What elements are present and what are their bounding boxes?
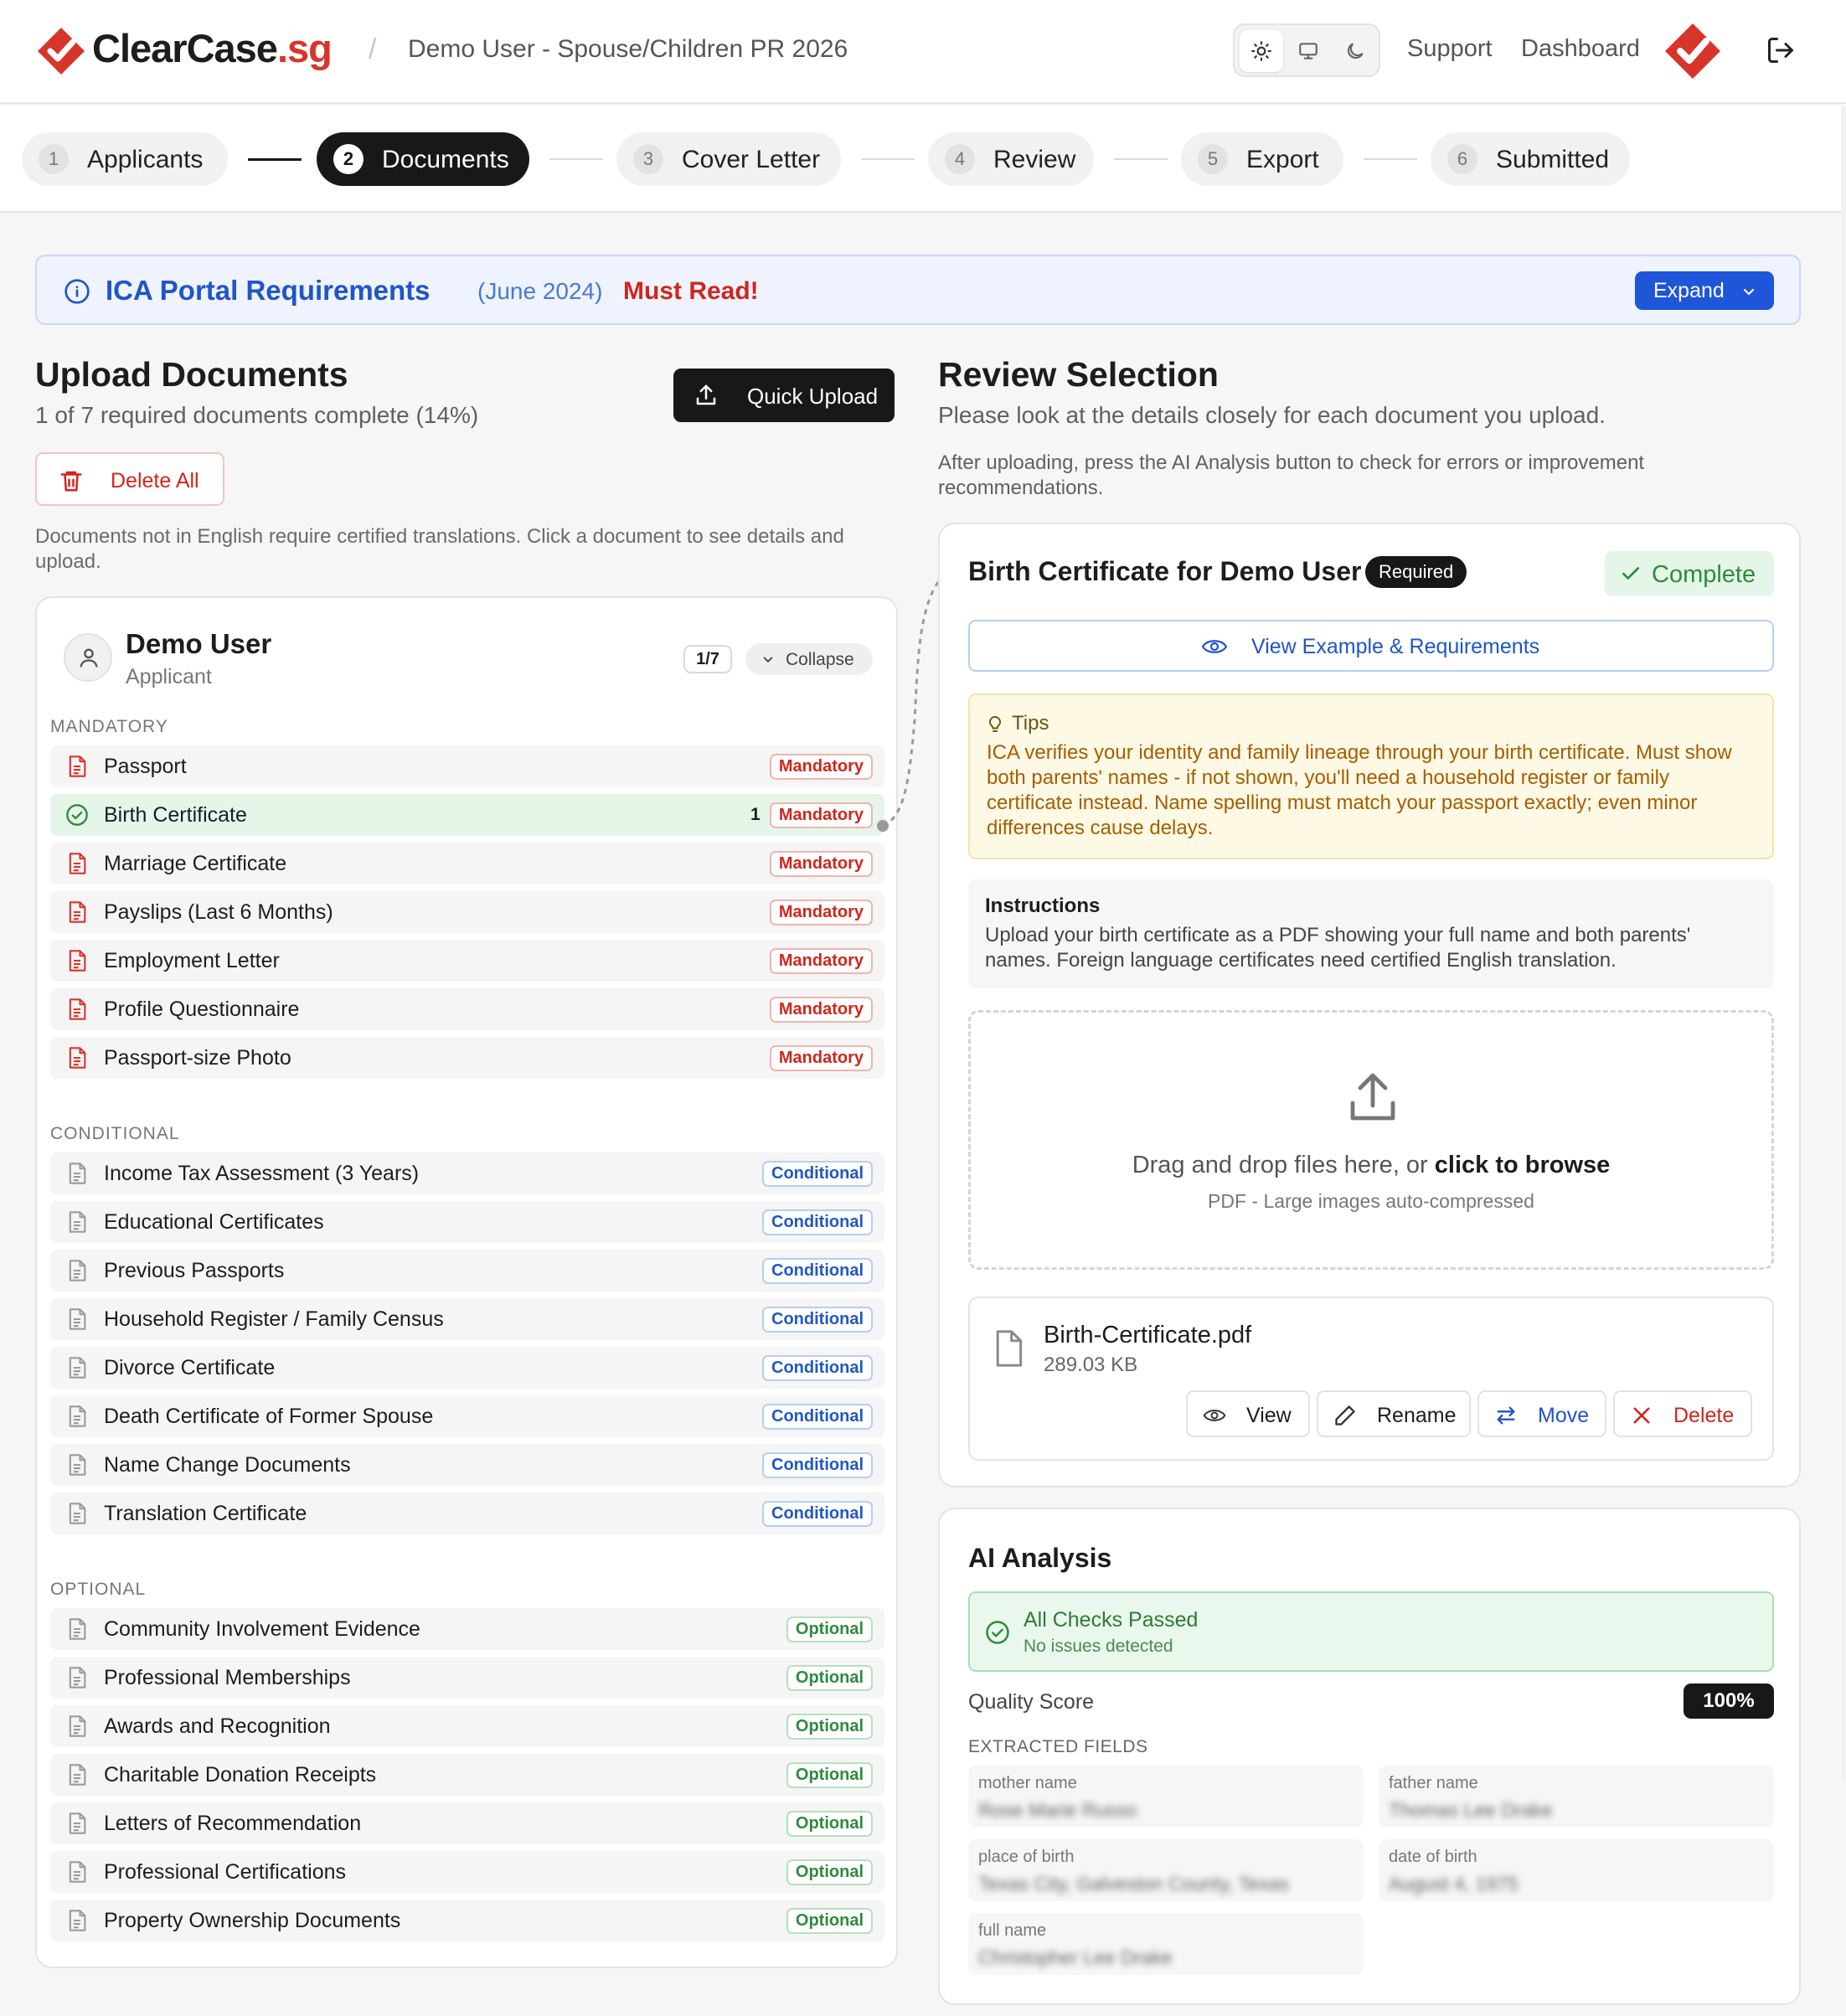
document-name: Passport: [104, 755, 187, 778]
pencil-icon: [1333, 1404, 1357, 1427]
section-mandatory: MANDATORY: [50, 717, 168, 736]
optional-badge: Optional: [786, 1616, 873, 1642]
document-name: Profile Questionnaire: [104, 998, 300, 1021]
document-name: Income Tax Assessment (3 Years): [104, 1162, 420, 1185]
field-label: place of birth: [978, 1848, 1075, 1866]
logo-text[interactable]: [92, 25, 332, 71]
step-documents[interactable]: [317, 132, 529, 186]
document-row[interactable]: [50, 1705, 884, 1747]
document-row[interactable]: [50, 1900, 884, 1941]
document-icon: [65, 852, 89, 875]
optional-badge: Optional: [786, 1908, 873, 1934]
document-row[interactable]: [50, 1754, 884, 1796]
upload-progress: 1 of 7 required documents complete (14%): [35, 402, 479, 428]
document-row[interactable]: [50, 1152, 884, 1194]
document-icon: [65, 1162, 89, 1185]
check-circle-icon: [65, 803, 89, 827]
mandatory-badge: Mandatory: [770, 1045, 873, 1071]
document-name: Professional Memberships: [104, 1666, 351, 1689]
document-icon: [65, 1666, 89, 1689]
rename-label: Rename: [1377, 1404, 1457, 1427]
info-icon: [64, 278, 90, 305]
document-name: Household Register / Family Census: [104, 1307, 444, 1331]
checks-title: All Checks Passed: [1024, 1608, 1199, 1632]
file-icon: [992, 1330, 1025, 1367]
document-row[interactable]: [50, 1444, 884, 1486]
optional-badge: Optional: [786, 1762, 873, 1788]
document-icon: [65, 1714, 89, 1738]
document-detail-card: [938, 523, 1801, 1488]
document-row[interactable]: [50, 940, 884, 982]
logout-icon[interactable]: [1766, 35, 1796, 65]
mandatory-badge: Mandatory: [770, 997, 873, 1023]
extracted-field: [968, 1766, 1364, 1828]
user-avatar-icon[interactable]: [1663, 22, 1722, 80]
documents-count: 1/7: [683, 645, 732, 673]
step-review[interactable]: [928, 132, 1094, 186]
section-conditional: CONDITIONAL: [50, 1124, 180, 1143]
logo-name: ClearCase: [92, 26, 277, 70]
delete-label: Delete: [1673, 1404, 1735, 1427]
document-icon: [65, 1405, 89, 1428]
mandatory-badge: Mandatory: [770, 851, 873, 877]
dropzone-hint: PDF - Large images auto-compressed: [1208, 1190, 1534, 1212]
status-badge: [1605, 551, 1774, 596]
document-name: Previous Passports: [104, 1259, 285, 1282]
requirements-banner: [35, 255, 1801, 325]
file-size: 289.03 KB: [1044, 1353, 1138, 1376]
document-name: Death Certificate of Former Spouse: [104, 1405, 434, 1428]
mandatory-badge: Mandatory: [770, 900, 873, 926]
mandatory-badge: Mandatory: [770, 802, 873, 828]
step-number: 4: [945, 144, 975, 174]
conditional-badge: Conditional: [762, 1355, 873, 1381]
document-row[interactable]: [50, 891, 884, 933]
document-row[interactable]: [50, 1608, 884, 1650]
step-number: 6: [1447, 144, 1477, 174]
document-row[interactable]: [50, 1395, 884, 1437]
conditional-badge: Conditional: [762, 1307, 873, 1333]
top-bar: [0, 0, 1846, 104]
field-value: Rose Marie Russo: [978, 1799, 1137, 1821]
document-icon: [65, 949, 89, 972]
document-row[interactable]: [50, 745, 884, 787]
document-row[interactable]: [50, 794, 884, 836]
step-submitted[interactable]: [1431, 132, 1630, 186]
eye-icon: [1201, 636, 1228, 657]
logo-mark-icon[interactable]: [35, 25, 87, 77]
document-name: Birth Certificate: [104, 803, 247, 827]
field-value: Texas City, Galveston County, Texas: [978, 1873, 1289, 1895]
collapse-button[interactable]: [745, 643, 873, 675]
ai-analysis-card: [938, 1508, 1801, 2005]
step-label: Applicants: [87, 146, 204, 173]
step-label: Submitted: [1496, 146, 1610, 173]
upload-icon: [1343, 1068, 1403, 1128]
dropzone-prompt: Drag and drop files here, or: [1132, 1152, 1435, 1178]
review-title: Review Selection: [938, 355, 1219, 394]
browse-link[interactable]: click to browse: [1434, 1152, 1611, 1178]
document-icon: [65, 1453, 89, 1477]
document-icon: [65, 1046, 89, 1070]
eye-icon: [1203, 1404, 1226, 1427]
step-export[interactable]: [1181, 132, 1343, 186]
document-row[interactable]: [50, 1657, 884, 1699]
document-icon: [65, 1812, 89, 1835]
optional-badge: Optional: [786, 1859, 873, 1885]
step-connector: [248, 158, 302, 161]
theme-light-button[interactable]: [1240, 30, 1283, 72]
collapse-label: Collapse: [786, 650, 854, 669]
document-icon: [65, 1617, 89, 1641]
step-connector: [861, 158, 915, 160]
extracted-field: [1379, 1839, 1774, 1901]
step-number: 3: [633, 144, 663, 174]
optional-badge: Optional: [786, 1811, 873, 1837]
step-label: Review: [993, 146, 1076, 173]
document-name: Marriage Certificate: [104, 852, 287, 875]
translation-note: Documents not in English require certified translations. Click a document to see details and upload.: [35, 525, 844, 573]
file-dropzone[interactable]: [968, 1010, 1774, 1270]
field-label: father name: [1389, 1774, 1478, 1792]
applicant-name: Demo User: [126, 628, 272, 659]
step-label: Cover Letter: [682, 146, 821, 173]
step-number: 2: [333, 144, 364, 174]
uploaded-file: [968, 1297, 1774, 1461]
document-icon: [65, 1356, 89, 1379]
step-cover-letter[interactable]: [616, 132, 841, 186]
expand-button[interactable]: [1635, 271, 1774, 310]
conditional-badge: Conditional: [762, 1501, 873, 1527]
field-value: Thomas Lee Drake: [1389, 1799, 1553, 1821]
quality-score-value: 100%: [1684, 1683, 1774, 1719]
step-label: Documents: [382, 146, 509, 173]
document-name: Translation Certificate: [104, 1502, 307, 1525]
theme-switcher: [1233, 23, 1380, 77]
conditional-badge: Conditional: [762, 1258, 873, 1284]
document-row[interactable]: [50, 1201, 884, 1243]
sun-icon: [1250, 40, 1272, 62]
document-name: Awards and Recognition: [104, 1714, 331, 1738]
extracted-field: [968, 1913, 1364, 1975]
view-example-button[interactable]: [968, 620, 1774, 672]
document-icon: [65, 1763, 89, 1787]
upload-icon: [694, 383, 719, 408]
document-name: Property Ownership Documents: [104, 1909, 401, 1932]
theme-dark-button[interactable]: [1333, 30, 1377, 72]
document-name: Charitable Donation Receipts: [104, 1763, 377, 1787]
review-subtitle: Please look at the details closely for each document you upload.: [938, 402, 1606, 428]
monitor-icon: [1297, 40, 1319, 62]
field-value: Christopher Lee Drake: [978, 1946, 1173, 1968]
close-icon: [1630, 1404, 1653, 1427]
step-connector: [1364, 158, 1417, 160]
breadcrumb-separator: /: [369, 34, 377, 65]
check-circle-icon: [985, 1620, 1010, 1645]
step-number: 1: [39, 144, 69, 174]
status-label: Complete: [1652, 561, 1756, 588]
document-icon: [65, 1307, 89, 1331]
document-row[interactable]: [50, 843, 884, 884]
document-name: Professional Certifications: [104, 1860, 347, 1884]
applicant-avatar: [64, 633, 112, 682]
document-name: Letters of Recommendation: [104, 1812, 362, 1835]
view-example-label: View Example & Requirements: [1251, 635, 1540, 658]
trash-icon: [59, 468, 84, 493]
conditional-badge: Conditional: [762, 1404, 873, 1430]
move-file-button[interactable]: [1477, 1390, 1606, 1437]
document-row[interactable]: [50, 1037, 884, 1079]
applicant-documents-card: [35, 596, 898, 1968]
tips-body: ICA verifies your identity and family lineage through your birth certificate. Must show both parents' names - if not shown, you'll need a household register or family certificate instead. Name spelling must match your passport exactly; even minor differences cause delays.: [987, 741, 1732, 839]
instructions-title: Instructions: [985, 895, 1101, 917]
required-badge: Required: [1365, 556, 1467, 588]
step-label: Export: [1246, 146, 1319, 173]
field-value: August 4, 1975: [1389, 1873, 1519, 1895]
dropzone-text: [971, 1152, 1771, 1179]
banner-title: ICA Portal Requirements: [106, 275, 431, 306]
conditional-badge: Conditional: [762, 1209, 873, 1235]
instructions-box: [968, 879, 1774, 988]
tips-box: [968, 693, 1774, 859]
chevron-down-icon: [762, 654, 774, 666]
move-label: Move: [1538, 1404, 1590, 1427]
extracted-field: [968, 1839, 1364, 1901]
document-name: Employment Letter: [104, 949, 280, 972]
document-name: Name Change Documents: [104, 1453, 351, 1477]
optional-badge: Optional: [786, 1665, 873, 1691]
document-row[interactable]: [50, 1347, 884, 1389]
nav-dashboard[interactable]: Dashboard: [1521, 35, 1640, 62]
rename-file-button[interactable]: [1317, 1390, 1471, 1437]
document-icon: [65, 1909, 89, 1932]
document-row[interactable]: [50, 1802, 884, 1844]
mandatory-badge: Mandatory: [770, 948, 873, 974]
file-count: 1: [750, 805, 761, 824]
logo-suffix: .sg: [276, 26, 332, 70]
document-icon: [65, 1259, 89, 1282]
document-name: Divorce Certificate: [104, 1356, 276, 1379]
quick-upload-button[interactable]: [673, 369, 895, 422]
user-icon: [77, 646, 101, 669]
upload-title: Upload Documents: [35, 355, 348, 394]
banner-date: (June 2024): [477, 278, 603, 304]
swap-arrows-icon: [1494, 1404, 1518, 1427]
step-connector: [1114, 158, 1168, 160]
view-file-button[interactable]: [1186, 1390, 1310, 1437]
document-row[interactable]: [50, 1250, 884, 1292]
document-row[interactable]: [50, 1851, 884, 1893]
extracted-field: [1379, 1766, 1774, 1828]
expand-label: Expand: [1653, 279, 1725, 302]
lightbulb-icon: [987, 715, 1003, 734]
document-name: Payslips (Last 6 Months): [104, 900, 333, 924]
document-icon: [65, 900, 89, 924]
field-label: full name: [978, 1921, 1047, 1940]
chevron-down-icon: [1742, 285, 1756, 298]
moon-icon: [1344, 40, 1366, 62]
tips-title: Tips: [1012, 712, 1049, 735]
delete-all-button[interactable]: [35, 452, 224, 506]
document-name: Educational Certificates: [104, 1210, 324, 1234]
document-row[interactable]: [50, 1298, 884, 1340]
applicant-role: Applicant: [126, 665, 212, 688]
checks-result: [968, 1591, 1774, 1672]
mandatory-badge: Mandatory: [770, 754, 873, 780]
review-hint: After uploading, press the AI Analysis button to check for errors or improvement recommendations.: [938, 451, 1645, 499]
step-number: 5: [1198, 144, 1228, 174]
document-row[interactable]: [50, 1493, 884, 1534]
delete-file-button[interactable]: [1613, 1390, 1752, 1437]
document-icon: [65, 1860, 89, 1884]
progress-stepper: [0, 106, 1846, 213]
document-name: Community Involvement Evidence: [104, 1617, 420, 1641]
conditional-badge: Conditional: [762, 1452, 873, 1478]
field-label: date of birth: [1389, 1848, 1477, 1866]
optional-badge: Optional: [786, 1714, 873, 1740]
section-optional: OPTIONAL: [50, 1580, 147, 1599]
extracted-fields-label: EXTRACTED FIELDS: [968, 1737, 1148, 1756]
ai-title: AI Analysis: [968, 1543, 1112, 1573]
instructions-body: Upload your birth certificate as a PDF showing your full name and both parents' names. Foreign language certificates need certified English translation.: [985, 924, 1691, 972]
document-icon: [65, 1210, 89, 1234]
step-connector: [549, 158, 603, 160]
delete-all-label: Delete All: [111, 469, 199, 492]
quick-upload-label: Quick Upload: [747, 384, 879, 409]
document-row[interactable]: [50, 988, 884, 1030]
check-icon: [1620, 563, 1642, 585]
banner-must-read: Must Read!: [623, 277, 759, 305]
case-title: Demo User - Spouse/Children PR 2026: [408, 35, 848, 63]
conditional-badge: Conditional: [762, 1161, 873, 1187]
document-icon: [65, 1502, 89, 1525]
view-label: View: [1246, 1404, 1292, 1427]
theme-system-button[interactable]: [1287, 30, 1330, 72]
nav-support[interactable]: Support: [1407, 35, 1493, 62]
file-name: Birth-Certificate.pdf: [1044, 1322, 1252, 1348]
checks-subtitle: No issues detected: [1024, 1637, 1173, 1656]
document-name: Passport-size Photo: [104, 1046, 291, 1070]
document-icon: [65, 998, 89, 1021]
scrollbar-track[interactable]: [1841, 106, 1846, 1781]
field-label: mother name: [978, 1774, 1077, 1792]
detail-title: Birth Certificate for Demo User: [968, 556, 1362, 586]
quality-score-label: Quality Score: [968, 1690, 1095, 1714]
document-icon: [65, 755, 89, 778]
step-applicants[interactable]: [22, 132, 228, 186]
